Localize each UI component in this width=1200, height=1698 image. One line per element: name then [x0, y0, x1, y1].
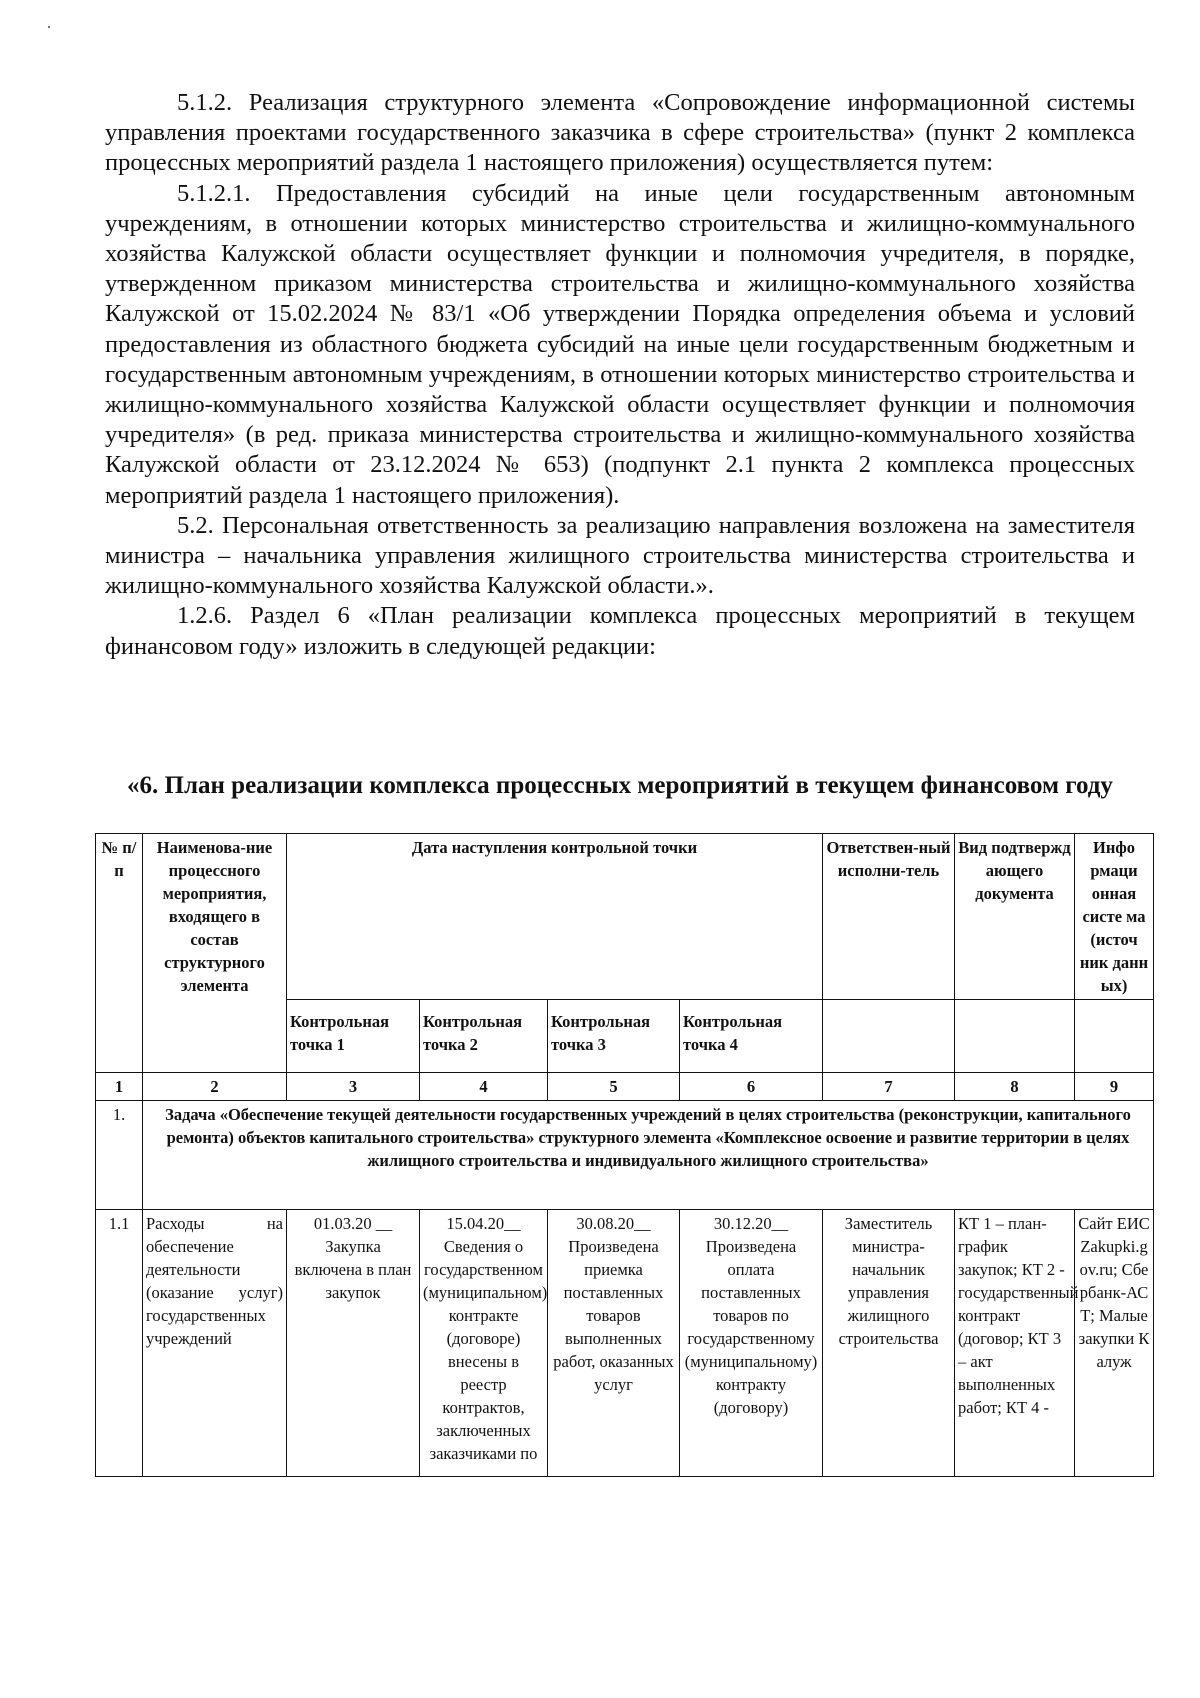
- body-text: [105, 88, 1135, 662]
- section-heading: «6. План реализации комплекса процессных мероприятий в текущем финансовом году: [127, 772, 1113, 799]
- row-info-system: Сайт ЕИС Zakupki.gov.ru; Сбербанк-АСТ; Малые закупки Калуж: [1075, 1210, 1154, 1477]
- column-number: 4: [420, 1073, 548, 1101]
- paragraph-1-2-6: 1.2.6. Раздел 6 «План реализации комплекса процессных мероприятий в текущем финансовом году» изложить в следующей редакции:: [105, 602, 1135, 660]
- task-num: 1.: [96, 1101, 143, 1210]
- row-kt4: 30.12.20__ Произведена оплата поставленных товаров по государственному (муниципальному) контракту (договору): [680, 1210, 823, 1477]
- column-number: 9: [1075, 1073, 1154, 1101]
- header-kt1: Контрольная точка 1: [287, 1000, 420, 1073]
- table-row: [96, 1210, 1154, 1477]
- column-number: 6: [680, 1073, 823, 1101]
- scan-speck: [48, 26, 50, 28]
- column-number-row: [96, 1073, 1154, 1101]
- header-date: Дата наступления контрольной точки: [287, 834, 823, 1000]
- row-responsible: Заместитель министра-начальник управления жилищного строительства: [823, 1210, 955, 1477]
- paragraph-5-1-2-1: 5.1.2.1. Предоставления субсидий на иные цели государственным автономным учреждениям, в отношении которых министерство строительства и жилищно-коммунального хозяйства Калужской области осуществляет функции и полномочия учредителя, в порядке, утвержденном приказом министерства строительства и жилищно-коммунального хозяйства Калужской от 15.02.2024 № 83/1 «Об утверждении Порядка определения объема и условий предоставления из областного бюджета субсидий на иные цели государственным бюджетным и государственным автономным учреждениям, в отношении которых министерство строительства и жилищно-коммунального хозяйства Калужской области осуществляет функции и полномочия учредителя» (в ред. приказа министерства строительства и жилищно-коммунального хозяйства Калужской области от 23.12.2024 № 653) (подпункт 2.1 пункта 2 комплекса процессных мероприятий раздела 1 настоящего приложения).: [105, 179, 1135, 509]
- row-num: 1.1: [96, 1210, 143, 1477]
- header-info-system: Инфо рмаци онная систе ма (источ ник данн ых): [1075, 834, 1154, 1000]
- header-num: № п/п: [96, 834, 143, 1073]
- column-number: 8: [955, 1073, 1075, 1101]
- header-name: Наименова-ние процессного мероприятия, входящего в состав структурного элемента: [143, 834, 287, 1073]
- row-kt2: 15.04.20__ Сведения о государственном (муниципальном) контракте (договоре) внесены в реестр контрактов, заключенных заказчиками по: [420, 1210, 548, 1477]
- column-number: 5: [548, 1073, 680, 1101]
- column-number: 3: [287, 1073, 420, 1101]
- empty-cell: [955, 1000, 1075, 1073]
- empty-cell: [823, 1000, 955, 1073]
- row-name: Расходы на обеспечение деятельности (оказание услуг) государственных учреждений: [143, 1210, 287, 1477]
- row-kt1: 01.03.20 __ Закупка включена в план закупок: [287, 1210, 420, 1477]
- header-kt3: Контрольная точка 3: [548, 1000, 680, 1073]
- header-responsible: Ответствен-ный исполни-тель: [823, 834, 955, 1000]
- header-kt2: Контрольная точка 2: [420, 1000, 548, 1073]
- column-number: 2: [143, 1073, 287, 1101]
- empty-cell: [1075, 1000, 1154, 1073]
- column-number: 7: [823, 1073, 955, 1101]
- plan-table: [95, 833, 1154, 1477]
- paragraph-5-1-2: 5.1.2. Реализация структурного элемента «Сопровождение информационной системы управления проектами государственного заказчика в сфере строительства» (пункт 2 комплекса процессных мероприятий раздела 1 настоящего приложения) осуществляется путем:: [105, 89, 1135, 177]
- row-doc-type: КТ 1 – план-график закупок; КТ 2 - государственный контракт (договор; КТ 3 – акт выполненных работ; КТ 4 -: [955, 1210, 1075, 1477]
- task-row: [96, 1101, 1154, 1210]
- task-text: Задача «Обеспечение текущей деятельности государственных учреждений в целях строительства (реконструкции, капитального ремонта) объектов капитального строительства» структурного элемента «Комплексное освоение и развитие территории в целях жилищного строительства и индивидуального жилищного строительства»: [143, 1101, 1154, 1210]
- header-doc-type: Вид подтвержд ающего документа: [955, 834, 1075, 1000]
- row-kt3: 30.08.20__ Произведена приемка поставленных товаров выполненных работ, оказанных услуг: [548, 1210, 680, 1477]
- column-number: 1: [96, 1073, 143, 1101]
- table-header-row: [96, 834, 1154, 1000]
- paragraph-5-2: 5.2. Персональная ответственность за реализацию направления возложена на заместителя министра – начальника управления жилищного строительства министерства строительства и жилищно-коммунального хозяйства Калужской области.».: [105, 511, 1135, 600]
- header-kt4: Контрольная точка 4: [680, 1000, 823, 1073]
